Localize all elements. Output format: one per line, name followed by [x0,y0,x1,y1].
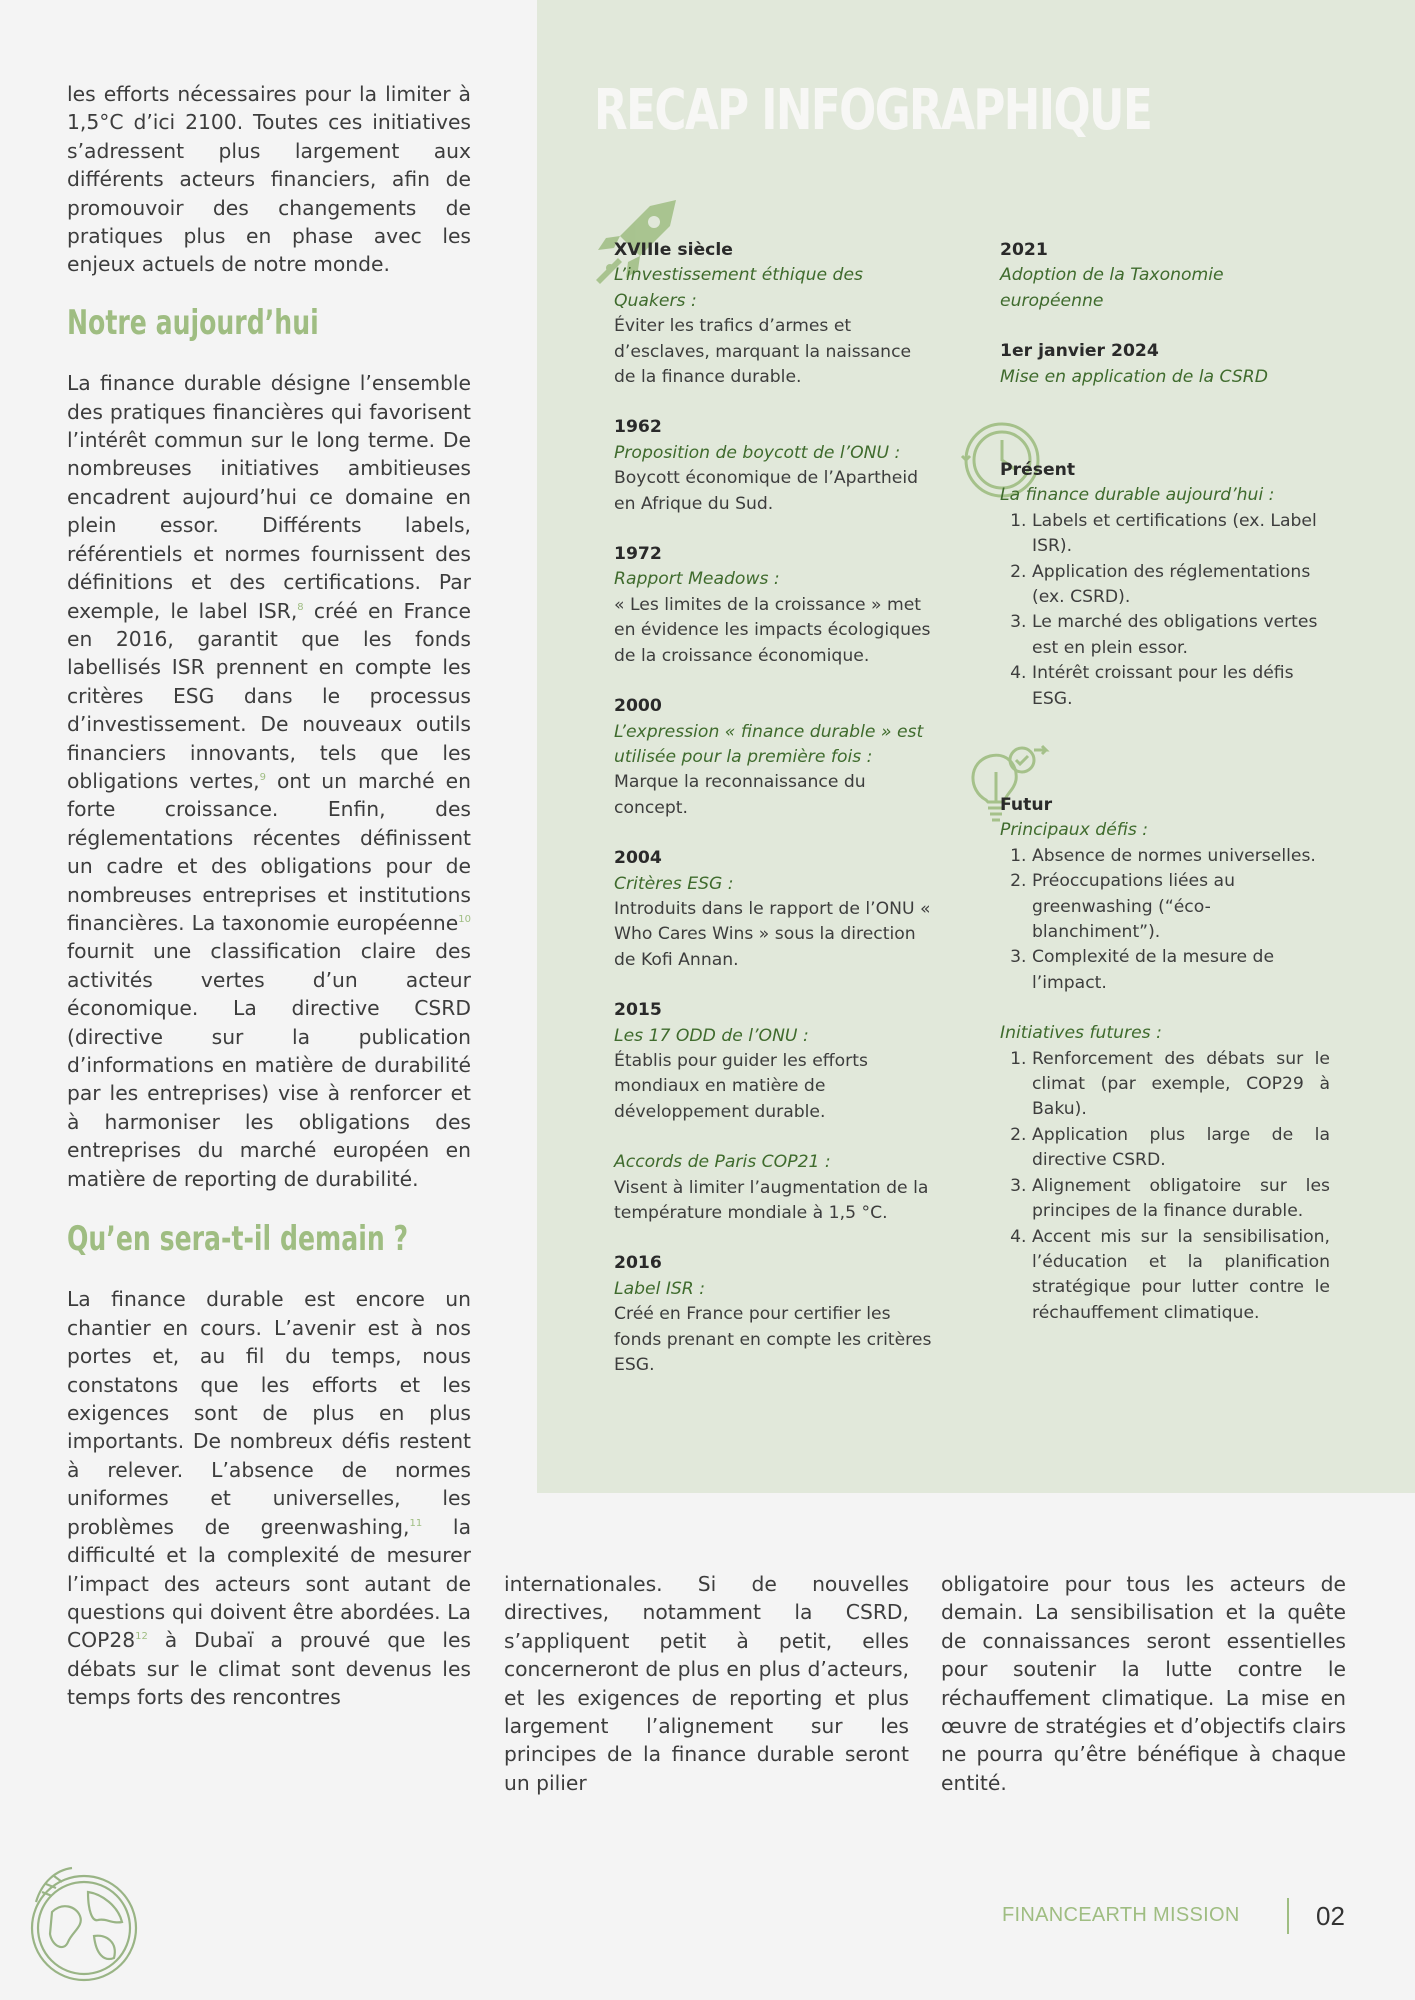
timeline-year: 2016 [614,1253,662,1274]
timeline-year: 1972 [614,544,662,565]
list-item: 1. Labels et certifications (ex. Label ISR). [1032,509,1330,560]
timeline-entry [614,542,936,669]
timeline-desc: « Les limites de la croissance » met en évidence les impacts écologiques de la croissance économique. [614,594,931,666]
timeline-label: Adoption de la Taxonomie européenne [1000,265,1224,311]
left-column [67,80,471,1712]
page-number: 02 [1316,1901,1345,1931]
timeline-desc: Établis pour guider les efforts mondiaux en matière de développement durable. [614,1050,868,1122]
list-item: 4. Accent mis sur la sensibilisation, l’éducation et la planification stratégique pour lutter contre le réchauffement climatique. [1032,1225,1330,1327]
timeline-label: Proposition de boycott de l’ONU : [614,442,901,463]
timeline-desc: Créé en France pour certifier les fonds prenant en compte les critères ESG. [614,1304,932,1376]
bottom-column-2: internationales. Si de nouvelles directives, notamment la CSRD, s’appliquent petit à petit, elles concerneront de plus en plus d’acteurs, et les exigences de reporting et plus largement l’alignement sur les principes de la finance durable seront un pilier [504,1572,909,1795]
footer-divider [1287,1898,1289,1934]
present-section [1000,458,1330,712]
timeline-label: Mise en application de la CSRD [1000,366,1268,387]
list-item: 3. Complexité de la mesure de l’impact. [1032,945,1330,996]
timeline-desc: Éviter les trafics d’armes et d’esclaves, marquant la naissance de la finance durable. [614,316,912,388]
timeline-entry [1000,339,1330,390]
future-title: Futur [1000,795,1053,815]
timeline-year: 2021 [1000,240,1048,260]
heading-tomorrow: Qu’en sera-t-il demain ? [67,1219,409,1260]
timeline-label: Accords de Paris COP21 : [614,1152,831,1173]
list-item: 4. Intérêt croissant pour les défis ESG. [1032,661,1330,712]
timeline-right [1000,238,1330,415]
list-item: 2. Application des réglementations (ex. CSRD). [1032,560,1330,611]
today-paragraph: La finance durable désigne l’ensemble des pratiques financières qui favorisent l’intérêt commun sur le long terme. De nombreuses initiatives ambitieuses encadrent aujourd’hui ce domaine en plein essor. Différents labels, référentiels et normes fournissent des définitions et des certifications. Par exemple, le label ISR,$^8$ créé en France en 2016, garantit que les fonds labellisés ISR prennent en compte les critères ESG dans le processus d’investissement. De nouveaux outils financiers innovants, tels que les obligations vertes,$^9$ ont un marché en forte croissance. Enfin, des réglementations récentes définissent un cadre et des obligations pour de nombreuses entreprises et institutions financières. La taxonomie européenne$^{10}$ fournit une classification claire des activités vertes d’un acteur économique. La directive CSRD (directive sur la publication d’informations en matière de durabilité par les entreprises) vise à renforcer et à harmoniser les obligations des entreprises du marché européen en matière de reporting de durabilité. [67,371,471,1191]
heading-today: Notre aujourd’hui [67,302,319,343]
list-item: 1. Absence de normes universelles. [1032,844,1330,869]
future-subtitle: Principaux défis : [1000,820,1149,841]
timeline-label: Label ISR : [614,1278,706,1299]
future-section [1000,793,1330,1326]
timeline-entry [1000,238,1330,314]
timeline-desc: Marque la reconnaissance du concept. [614,772,866,818]
timeline-entry [614,998,936,1125]
future-initiatives-subtitle: Initiatives futures : [1000,1023,1162,1044]
list-item: 1. Renforcement des débats sur le climat (par exemple, COP29 à Baku). [1032,1047,1330,1123]
timeline-desc: Visent à limiter l’augmentation de la température mondiale à 1,5 °C. [614,1177,929,1223]
timeline-entry [614,1251,936,1378]
tomorrow-paragraph: La finance durable est encore un chantier en cours. L’avenir est à nos portes et, au fil du temps, nous constatons que les efforts et les exigences sont de plus en plus importants. De nombreux défis restent à relever. L’absence de normes uniformes et universelles, les problèmes de greenwashing,$^{11}$ la difficulté et la complexité de mesurer l’impact des acteurs sont autant de questions qui doivent être abordées. La COP28$^{12}$ à Dubaï a prouvé que les débats sur le climat sont devenus les temps forts des rencontres [67,1287,471,1710]
timeline-left [614,238,936,1403]
timeline-label: L’expression « finance durable » est utilisée pour la première fois : [614,721,924,767]
timeline-label: Les 17 ODD de l’ONU : [614,1025,809,1046]
footnote-ref[interactable]: 11 [409,1517,423,1529]
globe-logo-icon [22,1862,144,1984]
timeline-year: 1962 [614,417,662,438]
footnote-ref[interactable]: 9 [259,772,266,784]
recap-title: RECAP INFOGRAPHIQUE [594,78,1152,143]
timeline-year: 2000 [614,696,662,717]
timeline-label: Rapport Meadows : [614,569,780,590]
present-list [1000,509,1330,712]
timeline-desc: Boycott économique de l’Apartheid en Afrique du Sud. [614,468,919,514]
future-challenges-list [1000,844,1330,996]
footnote-ref[interactable]: 10 [458,914,471,926]
timeline-entry [614,846,936,973]
list-item: 2. Préoccupations liées au greenwashing (“éco-blanchiment”). [1032,869,1330,945]
footnote-ref[interactable]: 8 [297,601,304,613]
timeline-entry [614,694,936,821]
bottom-column-3: obligatoire pour tous les acteurs de demain. La sensibilisation et la quête de connaissances seront essentielles pour soutenir la lutte contre le réchauffement climatique. La mise en œuvre de stratégies et d’objectifs clairs ne pourra qu’être bénéfique à chaque entité. [941,1572,1346,1795]
footer-brand: FINANCEARTH MISSION [1002,1904,1240,1926]
timeline-label: Critères ESG : [614,873,734,894]
timeline-entry [614,415,936,517]
present-title: Présent [1000,460,1076,480]
timeline-year: 2004 [614,848,662,869]
timeline-entry [614,238,936,390]
list-item: 3. Le marché des obligations vertes est en plein essor. [1032,610,1330,661]
timeline-label: L’investissement éthique des Quakers : [614,265,863,311]
present-subtitle: La finance durable aujourd’hui : [1000,485,1275,506]
list-item: 2. Application plus large de la directive CSRD. [1032,1123,1330,1174]
timeline-year: 2015 [614,1000,662,1021]
footnote-ref[interactable]: 12 [135,1631,148,1643]
timeline-desc: Introduits dans le rapport de l’ONU « Who Cares Wins » sous la direction de Kofi Annan. [614,898,931,970]
timeline-entry [614,1150,936,1226]
list-item: 3. Alignement obligatoire sur les principes de la finance durable. [1032,1174,1330,1225]
future-initiatives-list [1000,1047,1330,1326]
intro-paragraph: les efforts nécessaires pour la limiter à 1,5°C d’ici 2100. Toutes ces initiatives s’adressent plus largement aux différents acteurs financiers, afin de promouvoir des changements de pratiques plus en phase avec les enjeux actuels de notre monde. [67,82,471,277]
timeline-year: XVIIIe siècle [614,240,733,260]
timeline-year: 1er janvier 2024 [1000,341,1159,362]
